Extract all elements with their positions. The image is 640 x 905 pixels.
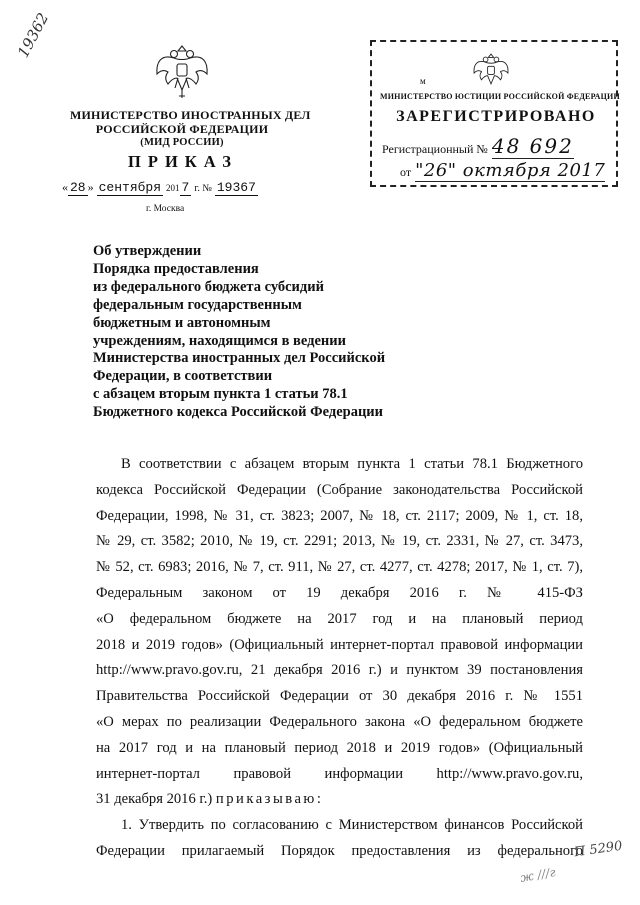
paragraph-line: «О федеральном бюджете на 2017 год и на плановый период bbox=[96, 610, 583, 627]
title-line: Об утверждении bbox=[93, 243, 202, 259]
order-city: г. Москва bbox=[146, 204, 185, 214]
paragraph-line: кодекса Российской Федерации (Собрание законодательства Российской bbox=[96, 481, 583, 498]
paragraph-last-line bbox=[96, 787, 583, 813]
stamp-date-value: "26" октября 2017 bbox=[415, 160, 606, 181]
ministry-line-1: МИНИСТЕРСТВО ИНОСТРАННЫХ ДЕЛ bbox=[70, 108, 311, 122]
document-title bbox=[93, 243, 473, 422]
paragraph-line: Федеральным законом от 19 декабря 2016 г. № 415-ФЗ bbox=[96, 584, 583, 601]
registration-stamp bbox=[370, 40, 618, 187]
paragraph-last-prefix: 31 декабря 2016 г.) bbox=[96, 791, 213, 808]
stamp-emblem-icon bbox=[470, 50, 512, 92]
title-line: с абзацем вторым пункта 1 статьи 78.1 bbox=[93, 386, 348, 403]
paragraph-line: 1. Утвердить по согласованию с Министерством финансов Российской bbox=[121, 817, 583, 833]
handwritten-note: П 5290 bbox=[573, 838, 624, 861]
title-line: Федерации, в соответствии bbox=[93, 368, 273, 385]
order-day-close: » bbox=[87, 180, 94, 194]
order-year-digit: 7 bbox=[181, 180, 190, 195]
title-line: Порядка предоставления bbox=[93, 260, 259, 277]
paragraph-line: на 2017 год и на плановый период 2018 и 2019 годов» (Официальный bbox=[96, 739, 583, 756]
paragraph-line: интернет-портал правовой информации http://www.pravo.gov.ru, bbox=[96, 765, 583, 782]
paragraph-line: № 29, ст. 3582; 2010, № 19, ст. 2291; 2013, № 19, ст. 2331, № 27, ст. 3473, bbox=[96, 533, 583, 550]
title-line: учреждениям, находящимся в ведении bbox=[93, 332, 346, 349]
title-line: федеральным государственным bbox=[93, 296, 302, 313]
paragraph-line: Федерации, 1998, № 31, ст. 3823; 2007, № 18, ст. 2117; 2009, № 1, ст. 18, bbox=[96, 507, 583, 524]
stamp-date-label: от bbox=[400, 165, 412, 179]
paragraph-line: http://www.pravo.gov.ru, 21 декабря 2016 г.) и пунктом 39 постановления bbox=[96, 662, 583, 679]
ministry-abbreviation: (МИД РОССИИ) bbox=[140, 137, 224, 148]
stamp-reg-number: 48 692 bbox=[491, 134, 574, 158]
title-line: Бюджетного кодекса Российской Федерации bbox=[93, 404, 384, 421]
paragraph-line: 2018 и 2019 годов» (Официальный интернет-портал правовой информации bbox=[96, 636, 583, 653]
stamp-reg-label: Регистрационный № bbox=[382, 142, 488, 156]
paragraph-line: № 52, ст. 6983; 2016, № 7, ст. 911, № 27, ст. 4277, ст. 4278; 2017, № 1, ст. 7), bbox=[96, 559, 583, 576]
order-date-number bbox=[62, 180, 292, 195]
stamp-status: ЗАРЕГИСТРИРОВАНО bbox=[396, 108, 596, 125]
stamp-organization: МИНИСТЕРСТВО ЮСТИЦИИ РОССИЙСКОЙ ФЕДЕРАЦИИ bbox=[380, 92, 620, 101]
paragraph-line: Правительства Российской Федерации от 30 декабря 2016 г. № 1551 bbox=[96, 688, 583, 705]
order-year-prefix: 201 bbox=[166, 183, 180, 193]
ministry-line-2: РОССИЙСКОЙ ФЕДЕРАЦИИ bbox=[95, 122, 269, 136]
stamp-letter: м bbox=[420, 76, 426, 86]
order-day-open: « bbox=[62, 180, 68, 194]
paragraph-line: В соответствии с абзацем вторым пункта 1 статьи 78.1 Бюджетного bbox=[121, 456, 583, 472]
ministry-name bbox=[70, 108, 311, 150]
paragraph-line: «О мерах по реализации Федерального закона «О федеральном бюджете bbox=[96, 713, 583, 730]
stamp-registration bbox=[382, 134, 574, 158]
paragraph-line: Федерации прилагаемый Порядок предоставления из федерального bbox=[96, 842, 583, 859]
title-line: Министерства иностранных дел Российской bbox=[93, 350, 386, 367]
body-paragraph-1 bbox=[96, 452, 583, 813]
body-paragraph-2 bbox=[96, 813, 583, 865]
order-number: 19367 bbox=[216, 180, 256, 195]
order-day: 28 bbox=[70, 180, 86, 195]
stamp-date bbox=[400, 160, 605, 181]
handwritten-scribble: ж ///г bbox=[519, 865, 557, 885]
order-title: ПРИКАЗ bbox=[128, 152, 238, 171]
coat-of-arms-icon bbox=[153, 40, 211, 102]
order-month: сентября bbox=[98, 180, 162, 195]
order-verb: приказываю: bbox=[215, 791, 324, 808]
order-number-label: г. № bbox=[194, 183, 212, 194]
title-line: из федерального бюджета субсидий bbox=[93, 278, 324, 295]
title-line: бюджетным и автономным bbox=[93, 314, 271, 331]
handwritten-number: 19362 bbox=[14, 9, 53, 61]
